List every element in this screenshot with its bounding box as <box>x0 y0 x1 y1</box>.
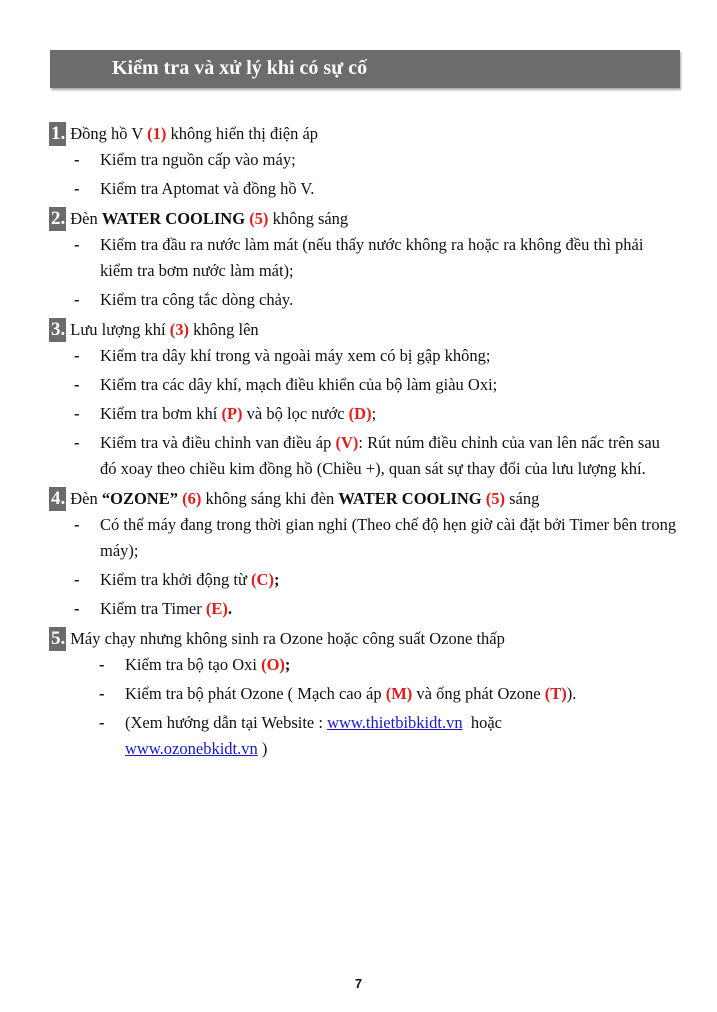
ref-code: (E) <box>205 599 228 618</box>
ref-code: (V) <box>335 433 359 452</box>
item-text: Kiểm tra khởi động từ <box>100 570 252 589</box>
section-3 <box>49 317 679 482</box>
item-text: Kiểm tra bộ phát Ozone ( Mạch cao áp <box>125 684 386 703</box>
section-number: 4. <box>51 488 66 509</box>
item-text: Kiểm tra các dây khí, mạch điều khiển của bộ làm giàu Oxi; <box>100 375 498 394</box>
dash-bullet: - <box>74 346 80 365</box>
list-item <box>49 596 679 622</box>
item-text: Kiểm tra bộ tạo Oxi <box>125 655 262 674</box>
section-heading <box>49 486 679 512</box>
section-header-band <box>50 50 680 88</box>
ref-code: (6) <box>182 489 202 508</box>
list-item <box>49 287 679 313</box>
dash-bullet: - <box>74 375 80 394</box>
section-number: 1. <box>51 123 66 144</box>
page-title: Kiểm tra và xử lý khi có sự cố <box>112 57 368 79</box>
item-text: Có thể máy đang trong thời gian nghỉ (Theo chế độ hẹn giờ cài đặt bởi Timer bên trong máy); <box>100 515 677 560</box>
ref-code: (P) <box>221 404 243 423</box>
dash-bullet: - <box>74 179 80 198</box>
item-text: (Xem hướng dẫn tại Website : <box>125 713 328 732</box>
dash-bullet: - <box>99 655 105 674</box>
list-item <box>49 512 679 564</box>
heading-text: không sáng khi đèn <box>201 489 339 508</box>
item-text: hoặc <box>462 713 507 732</box>
item-text: Kiểm tra Aptomat và đồng hồ V. <box>100 179 315 198</box>
heading-bold-text: WATER COOLING <box>101 209 246 228</box>
list-item <box>49 343 679 369</box>
list-item <box>49 681 679 707</box>
heading-text: không hiển thị điện áp <box>166 124 319 143</box>
ref-code: (O) <box>261 655 285 674</box>
item-text: ). <box>566 684 577 703</box>
section-number: 5. <box>51 628 66 649</box>
section-heading <box>49 121 679 147</box>
ref-code: (5) <box>485 489 505 508</box>
troubleshooting-content <box>49 121 679 766</box>
item-text: Kiểm tra công tắc dòng chảy. <box>100 290 294 309</box>
list-item <box>49 567 679 593</box>
section-number: 2. <box>51 208 66 229</box>
section-2 <box>49 206 679 313</box>
list-item <box>49 652 679 678</box>
item-text: . <box>227 599 232 618</box>
item-text: Kiểm tra nguồn cấp vào máy; <box>100 150 296 169</box>
list-item <box>49 372 679 398</box>
item-text: ; <box>284 655 291 674</box>
ref-code: (T) <box>544 684 567 703</box>
heading-text: sáng <box>504 489 540 508</box>
website-link-thietbibkidt[interactable]: www.thietbibkidt.vn <box>327 713 463 732</box>
section-1 <box>49 121 679 202</box>
dash-bullet: - <box>74 515 80 534</box>
list-item <box>49 430 679 482</box>
ref-code: (1) <box>147 124 167 143</box>
dash-bullet: - <box>74 599 80 618</box>
item-text: ) <box>257 739 268 758</box>
section-heading <box>49 317 679 343</box>
list-item <box>49 176 679 202</box>
item-text: Kiểm tra dây khí trong và ngoài máy xem có bị gập không; <box>100 346 491 365</box>
list-item <box>49 710 679 762</box>
heading-text: Đồng hồ V <box>70 124 148 143</box>
ref-code: (M) <box>385 684 413 703</box>
heading-bold-text: “OZONE” <box>101 489 178 508</box>
dash-bullet: - <box>74 570 80 589</box>
dash-bullet: - <box>74 433 80 452</box>
ref-code: (C) <box>251 570 274 589</box>
heading-text: Máy chạy nhưng không sinh ra Ozone hoặc công suất Ozone thấp <box>70 629 505 648</box>
list-item <box>49 232 679 284</box>
item-text: : Rút núm điều chỉnh của van lên nấc trên sau đó xoay theo chiều kim đồng hồ (Chiều +), quan sát sự thay đổi của lưu lượng khí. <box>100 433 660 478</box>
item-text: Kiểm tra bơm khí <box>100 404 222 423</box>
ref-code: (3) <box>169 320 189 339</box>
ref-code: (D) <box>348 404 372 423</box>
heading-text: Đèn <box>70 209 102 228</box>
section-heading <box>49 626 679 652</box>
heading-text: Lưu lượng khí <box>70 320 170 339</box>
list-item <box>49 147 679 173</box>
heading-bold-text: WATER COOLING <box>338 489 482 508</box>
item-text: và ống phát Ozone <box>412 684 545 703</box>
dash-bullet: - <box>74 150 80 169</box>
ref-code: (5) <box>249 209 269 228</box>
item-text: ; <box>371 404 377 423</box>
heading-text: không lên <box>188 320 259 339</box>
heading-text: không sáng <box>268 209 349 228</box>
item-text: ; <box>273 570 280 589</box>
item-text: Kiểm tra đầu ra nước làm mát (nếu thấy nước không ra hoặc ra không đều thì phải kiểm tra bơm nước làm mát); <box>100 235 644 280</box>
list-item <box>49 401 679 427</box>
dash-bullet: - <box>74 404 80 423</box>
section-number: 3. <box>51 319 66 340</box>
section-5 <box>49 626 679 762</box>
heading-text: Đèn <box>70 489 102 508</box>
item-text: Kiểm tra Timer <box>100 599 206 618</box>
section-4 <box>49 486 679 622</box>
dash-bullet: - <box>74 290 80 309</box>
section-heading <box>49 206 679 232</box>
item-text: và bộ lọc nước <box>242 404 349 423</box>
dash-bullet: - <box>99 684 105 703</box>
dash-bullet: - <box>74 235 80 254</box>
website-link-ozonebkidt[interactable]: www.ozonebkidt.vn <box>125 739 258 758</box>
item-text: Kiểm tra và điều chỉnh van điều áp <box>100 433 336 452</box>
dash-bullet: - <box>99 713 105 732</box>
page-number: 7 <box>354 976 363 991</box>
